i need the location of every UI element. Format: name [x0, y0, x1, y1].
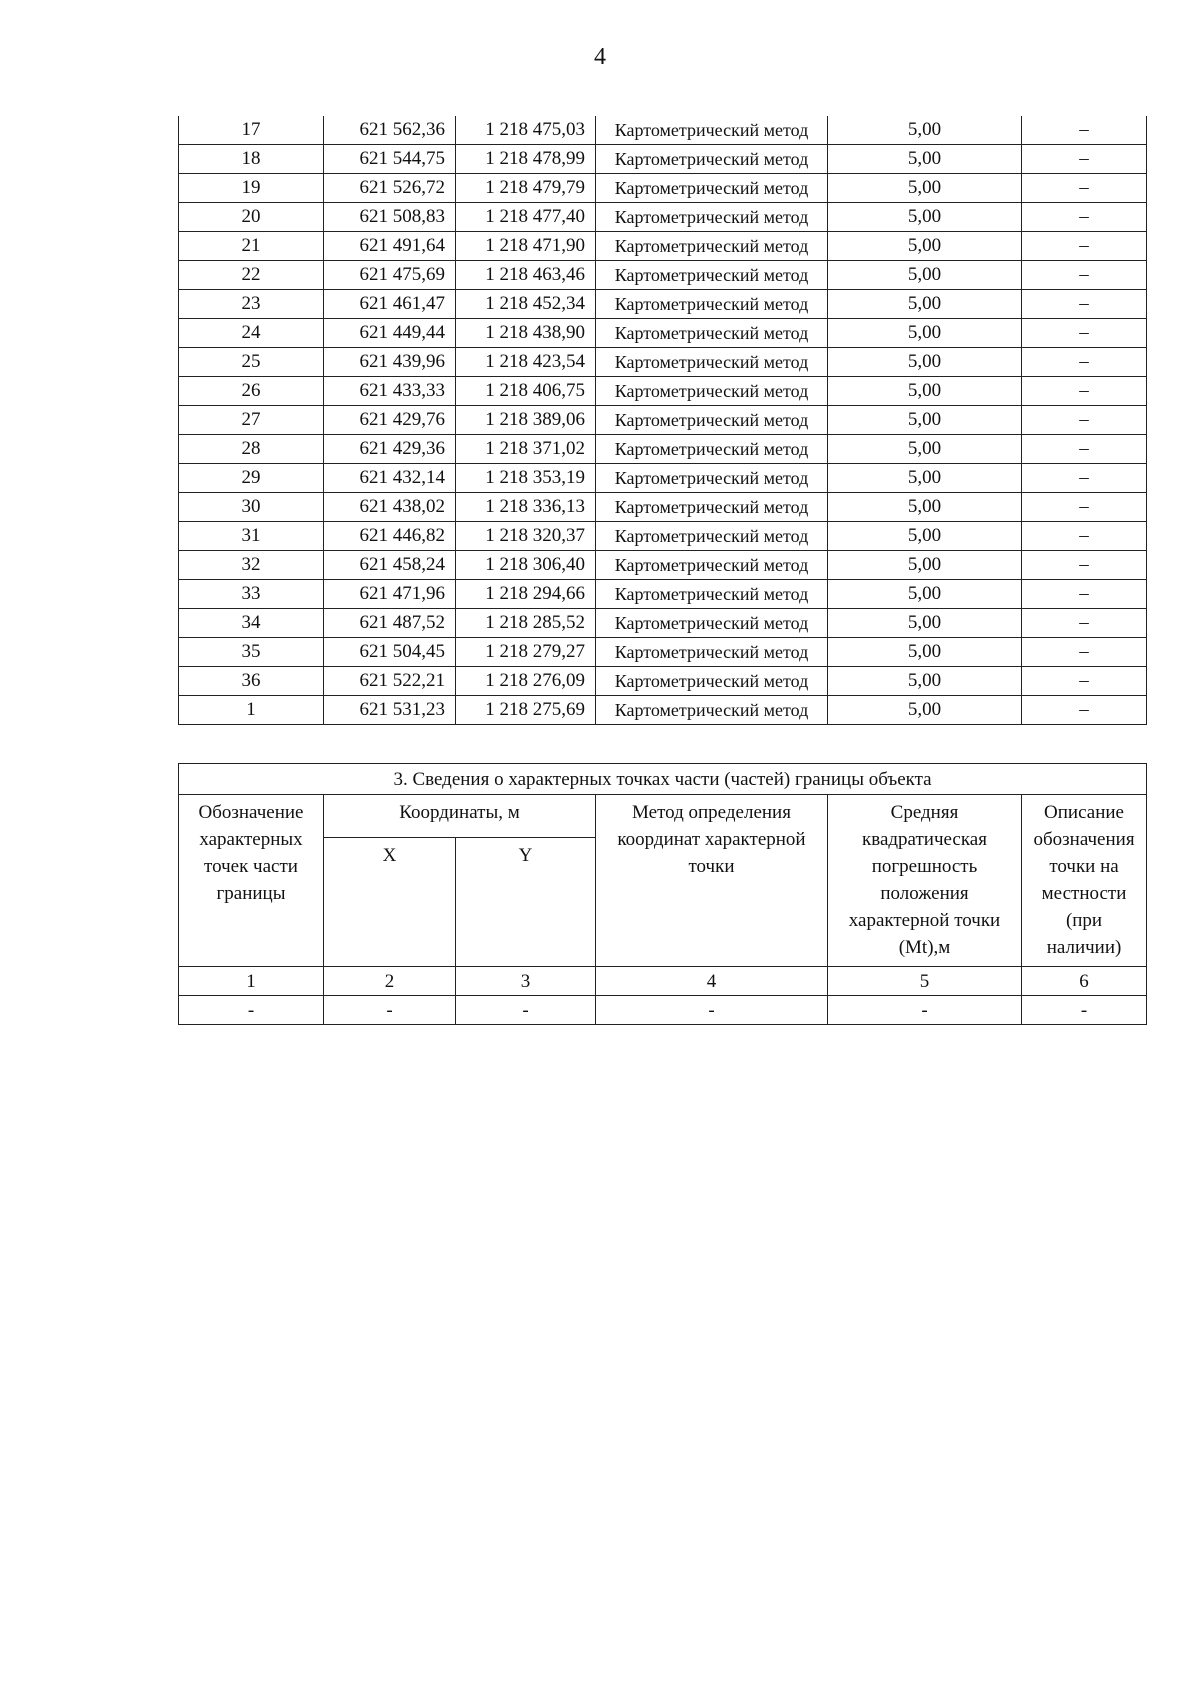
method-cell: Картометрический метод: [596, 464, 828, 493]
method-cell: Картометрический метод: [596, 667, 828, 696]
description-cell: –: [1022, 638, 1147, 667]
point-number-cell: 30: [179, 493, 324, 522]
x-coordinate-cell: 621 429,76: [324, 406, 456, 435]
y-coordinate-cell: 1 218 285,52: [456, 609, 596, 638]
point-number-cell: 22: [179, 261, 324, 290]
x-coordinate-cell: 621 475,69: [324, 261, 456, 290]
point-number-cell: 28: [179, 435, 324, 464]
column-number: 3: [456, 967, 596, 996]
x-coordinate-cell: 621 433,33: [324, 377, 456, 406]
empty-cell: -: [456, 996, 596, 1025]
point-number-cell: 19: [179, 174, 324, 203]
table-row: [179, 696, 1147, 725]
table-row: [179, 551, 1147, 580]
method-cell: Картометрический метод: [596, 580, 828, 609]
description-cell: –: [1022, 551, 1147, 580]
x-coordinate-cell: 621 526,72: [324, 174, 456, 203]
section3-header-row: [179, 795, 1147, 838]
column-number: 5: [828, 967, 1022, 996]
description-cell: –: [1022, 232, 1147, 261]
description-cell: –: [1022, 319, 1147, 348]
x-coordinate-cell: 621 504,45: [324, 638, 456, 667]
point-number-cell: 36: [179, 667, 324, 696]
x-coordinate-cell: 621 439,96: [324, 348, 456, 377]
method-cell: Картометрический метод: [596, 145, 828, 174]
description-cell: –: [1022, 290, 1147, 319]
accuracy-cell: 5,00: [828, 667, 1022, 696]
y-coordinate-cell: 1 218 276,09: [456, 667, 596, 696]
y-coordinate-cell: 1 218 353,19: [456, 464, 596, 493]
point-number-cell: 31: [179, 522, 324, 551]
description-cell: –: [1022, 145, 1147, 174]
y-coordinate-cell: 1 218 279,27: [456, 638, 596, 667]
header-description: Описание обозначения точки на местности (при наличии): [1022, 795, 1147, 967]
method-cell: Картометрический метод: [596, 377, 828, 406]
empty-cell: -: [1022, 996, 1147, 1025]
accuracy-cell: 5,00: [828, 203, 1022, 232]
y-coordinate-cell: 1 218 438,90: [456, 319, 596, 348]
y-coordinate-cell: 1 218 463,46: [456, 261, 596, 290]
method-cell: Картометрический метод: [596, 232, 828, 261]
point-number-cell: 18: [179, 145, 324, 174]
point-number-cell: 20: [179, 203, 324, 232]
x-coordinate-cell: 621 461,47: [324, 290, 456, 319]
accuracy-cell: 5,00: [828, 580, 1022, 609]
description-cell: –: [1022, 435, 1147, 464]
method-cell: Картометрический метод: [596, 290, 828, 319]
y-coordinate-cell: 1 218 478,99: [456, 145, 596, 174]
table-row: [179, 261, 1147, 290]
x-coordinate-cell: 621 458,24: [324, 551, 456, 580]
accuracy-cell: 5,00: [828, 348, 1022, 377]
column-number: 4: [596, 967, 828, 996]
x-coordinate-cell: 621 449,44: [324, 319, 456, 348]
point-number-cell: 21: [179, 232, 324, 261]
empty-cell: -: [324, 996, 456, 1025]
table-row: [179, 667, 1147, 696]
x-coordinate-cell: 621 446,82: [324, 522, 456, 551]
y-coordinate-cell: 1 218 479,79: [456, 174, 596, 203]
y-coordinate-cell: 1 218 423,54: [456, 348, 596, 377]
point-number-cell: 27: [179, 406, 324, 435]
y-coordinate-cell: 1 218 389,06: [456, 406, 596, 435]
x-coordinate-cell: 621 522,21: [324, 667, 456, 696]
y-coordinate-cell: 1 218 475,03: [456, 116, 596, 145]
method-cell: Картометрический метод: [596, 696, 828, 725]
table-row: [179, 406, 1147, 435]
accuracy-cell: 5,00: [828, 116, 1022, 145]
method-cell: Картометрический метод: [596, 174, 828, 203]
table-row: [179, 464, 1147, 493]
table-row: [179, 290, 1147, 319]
empty-cell: -: [179, 996, 324, 1025]
y-coordinate-cell: 1 218 371,02: [456, 435, 596, 464]
method-cell: Картометрический метод: [596, 348, 828, 377]
description-cell: –: [1022, 174, 1147, 203]
table-row: [179, 377, 1147, 406]
y-coordinate-cell: 1 218 336,13: [456, 493, 596, 522]
table-row: [179, 638, 1147, 667]
method-cell: Картометрический метод: [596, 551, 828, 580]
point-number-cell: 29: [179, 464, 324, 493]
y-coordinate-cell: 1 218 320,37: [456, 522, 596, 551]
point-number-cell: 1: [179, 696, 324, 725]
x-coordinate-cell: 621 562,36: [324, 116, 456, 145]
y-coordinate-cell: 1 218 275,69: [456, 696, 596, 725]
description-cell: –: [1022, 464, 1147, 493]
description-cell: –: [1022, 116, 1147, 145]
y-coordinate-cell: 1 218 452,34: [456, 290, 596, 319]
table-row: [179, 145, 1147, 174]
table-row: [179, 522, 1147, 551]
y-coordinate-cell: 1 218 294,66: [456, 580, 596, 609]
x-coordinate-cell: 621 432,14: [324, 464, 456, 493]
coordinates-table: [178, 116, 1147, 725]
empty-data-row: [179, 996, 1147, 1025]
section3-table: [178, 763, 1147, 1025]
method-cell: Картометрический метод: [596, 493, 828, 522]
empty-cell: -: [828, 996, 1022, 1025]
table-row: [179, 493, 1147, 522]
description-cell: –: [1022, 609, 1147, 638]
header-coordinates: Координаты, м: [324, 795, 596, 838]
description-cell: –: [1022, 203, 1147, 232]
point-number-cell: 26: [179, 377, 324, 406]
x-coordinate-cell: 621 487,52: [324, 609, 456, 638]
page-number: 4: [594, 44, 606, 70]
accuracy-cell: 5,00: [828, 696, 1022, 725]
point-number-cell: 17: [179, 116, 324, 145]
header-x: X: [324, 838, 456, 967]
accuracy-cell: 5,00: [828, 493, 1022, 522]
description-cell: –: [1022, 493, 1147, 522]
description-cell: –: [1022, 696, 1147, 725]
table-row: [179, 232, 1147, 261]
point-number-cell: 33: [179, 580, 324, 609]
column-number: 6: [1022, 967, 1147, 996]
point-number-cell: 23: [179, 290, 324, 319]
point-number-cell: 25: [179, 348, 324, 377]
empty-cell: -: [596, 996, 828, 1025]
method-cell: Картометрический метод: [596, 203, 828, 232]
accuracy-cell: 5,00: [828, 551, 1022, 580]
table-row: [179, 435, 1147, 464]
method-cell: Картометрический метод: [596, 261, 828, 290]
table-row: [179, 609, 1147, 638]
description-cell: –: [1022, 406, 1147, 435]
description-cell: –: [1022, 261, 1147, 290]
accuracy-cell: 5,00: [828, 435, 1022, 464]
column-numbers-row: [179, 967, 1147, 996]
accuracy-cell: 5,00: [828, 377, 1022, 406]
description-cell: –: [1022, 348, 1147, 377]
x-coordinate-cell: 621 544,75: [324, 145, 456, 174]
method-cell: Картометрический метод: [596, 116, 828, 145]
method-cell: Картометрический метод: [596, 638, 828, 667]
section3-title-row: [179, 764, 1147, 795]
column-number: 1: [179, 967, 324, 996]
table-row: [179, 116, 1147, 145]
point-number-cell: 32: [179, 551, 324, 580]
point-number-cell: 24: [179, 319, 324, 348]
accuracy-cell: 5,00: [828, 406, 1022, 435]
x-coordinate-cell: 621 471,96: [324, 580, 456, 609]
method-cell: Картометрический метод: [596, 522, 828, 551]
accuracy-cell: 5,00: [828, 464, 1022, 493]
table-row: [179, 319, 1147, 348]
x-coordinate-cell: 621 531,23: [324, 696, 456, 725]
header-y: Y: [456, 838, 596, 967]
section3-title: 3. Сведения о характерных точках части (частей) границы объекта: [179, 764, 1147, 795]
description-cell: –: [1022, 667, 1147, 696]
description-cell: –: [1022, 580, 1147, 609]
y-coordinate-cell: 1 218 306,40: [456, 551, 596, 580]
accuracy-cell: 5,00: [828, 522, 1022, 551]
description-cell: –: [1022, 377, 1147, 406]
accuracy-cell: 5,00: [828, 609, 1022, 638]
header-method: Метод определения координат характерной точки: [596, 795, 828, 967]
accuracy-cell: 5,00: [828, 319, 1022, 348]
accuracy-cell: 5,00: [828, 145, 1022, 174]
table-row: [179, 348, 1147, 377]
method-cell: Картометрический метод: [596, 435, 828, 464]
y-coordinate-cell: 1 218 477,40: [456, 203, 596, 232]
method-cell: Картометрический метод: [596, 609, 828, 638]
method-cell: Картометрический метод: [596, 319, 828, 348]
method-cell: Картометрический метод: [596, 406, 828, 435]
column-number: 2: [324, 967, 456, 996]
header-accuracy: Средняя квадратическая погрешность положения характерной точки (Mt),м: [828, 795, 1022, 967]
header-designation: Обозначение характерных точек части границы: [179, 795, 324, 967]
x-coordinate-cell: 621 429,36: [324, 435, 456, 464]
accuracy-cell: 5,00: [828, 638, 1022, 667]
table-row: [179, 580, 1147, 609]
accuracy-cell: 5,00: [828, 174, 1022, 203]
x-coordinate-cell: 621 508,83: [324, 203, 456, 232]
accuracy-cell: 5,00: [828, 232, 1022, 261]
x-coordinate-cell: 621 438,02: [324, 493, 456, 522]
y-coordinate-cell: 1 218 406,75: [456, 377, 596, 406]
x-coordinate-cell: 621 491,64: [324, 232, 456, 261]
y-coordinate-cell: 1 218 471,90: [456, 232, 596, 261]
point-number-cell: 34: [179, 609, 324, 638]
table-row: [179, 174, 1147, 203]
accuracy-cell: 5,00: [828, 261, 1022, 290]
accuracy-cell: 5,00: [828, 290, 1022, 319]
description-cell: –: [1022, 522, 1147, 551]
point-number-cell: 35: [179, 638, 324, 667]
table-row: [179, 203, 1147, 232]
